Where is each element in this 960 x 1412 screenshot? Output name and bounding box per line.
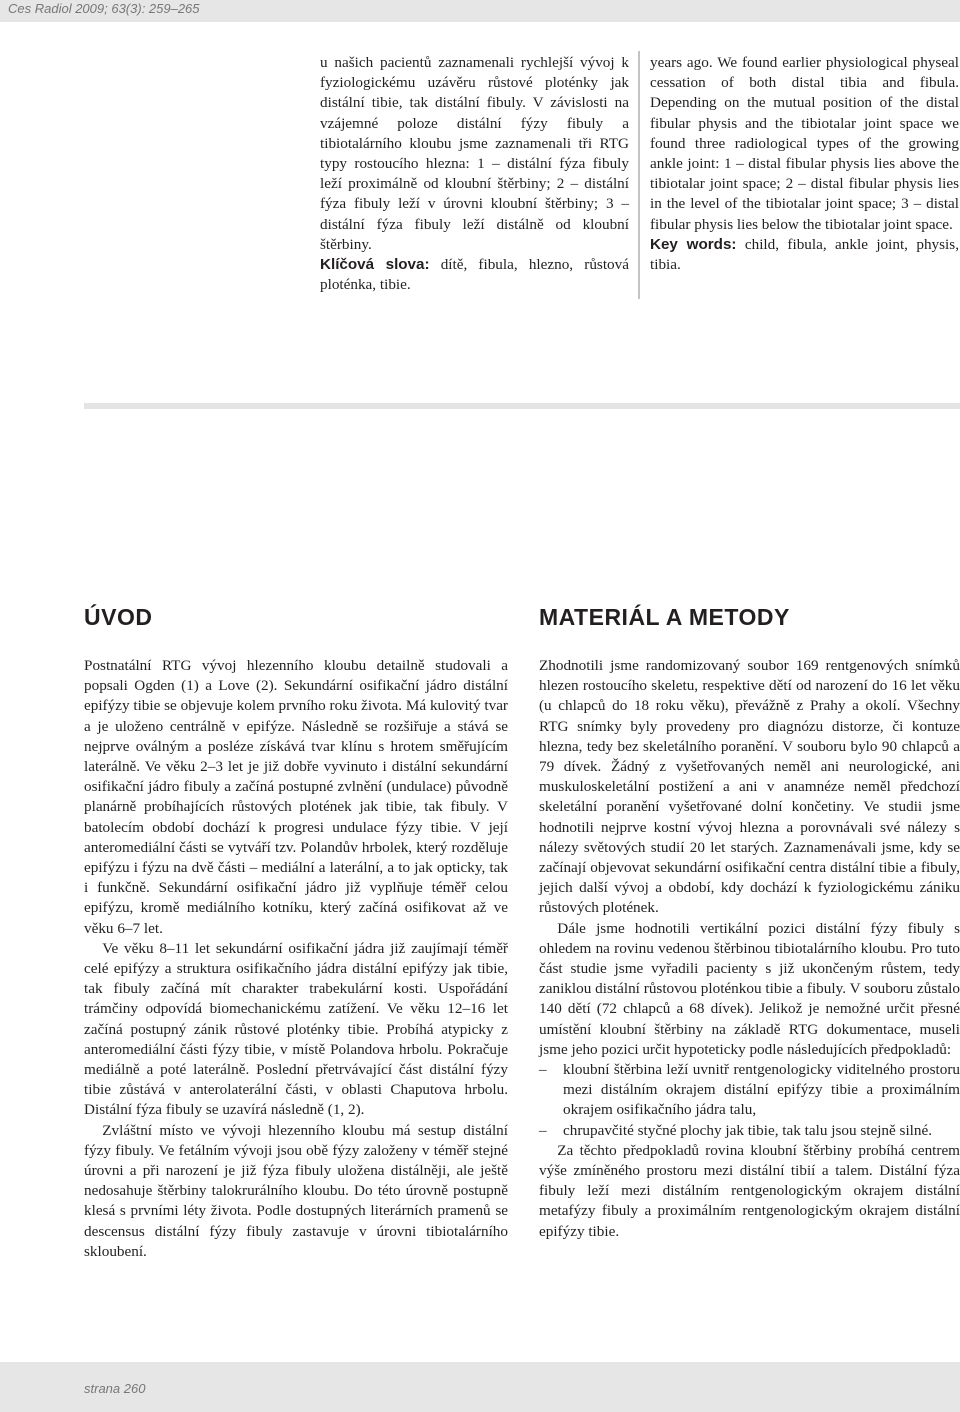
list-item-text: kloubní štěrbina leží uvnitř rentgenologicky viditelného prostoru mezi distálním okrajem distální epifýzy tibie a proximálním okrajem osifikačního jádra talu, — [563, 1061, 960, 1119]
metody-body — [539, 656, 960, 1242]
page-number: strana 260 — [84, 1381, 146, 1396]
abstract-czech-text: u našich pacientů zaznamenali rychlejší vývoj k fyziologickému uzávěru růstové ploténky jak distální tibie, tak distální fibuly. V závislosti na vzájemné poloze distální fýzy fibuly a tibiotalárního kloubu jsme zaznamenali tři RTG typy rostoucího hlezna: 1 – distální fýza fibuly leží proximálně od kloubní štěrbiny; 2 – distální fýza fibuly leží v úrovni kloubní štěrbiny; 3 – distální fýza fibuly leží distálně od kloubní štěrbiny. — [320, 54, 629, 253]
keywords-cz: dítě, fibula, hlezno, růstová ploténka, tibie. — [320, 256, 629, 294]
header-bar — [0, 0, 960, 22]
column-divider — [638, 51, 640, 299]
abstract-czech-keywords — [320, 255, 629, 295]
abstract-english — [650, 53, 959, 275]
assumptions-list — [539, 1060, 960, 1141]
keywords-label-cz: Klíčová slova: — [320, 256, 430, 274]
section-separator — [84, 403, 960, 409]
uvod-paragraph-2: Ve věku 8–11 let sekundární osifikační jádra již zaujímají téměř celé epifýzy a struktura osifikačního jádra distální epifýzy jak tibie, tak fibuly začíná mít charakter trabekulární kosti. Uspořádání trámčiny odpovídá biomechanickému zatížení. Ve věku 12–16 let začíná postupný zánik růstové ploténky tibie. Probíhá atypicky z anteromediální části fýzy tibie, v místě Polandova hrbolu. Pokračuje mediálně a poté laterálně. Poslední přetrvávající část distální fýzy tibie zůstává v anterolaterální části, v oblasti Chaputova hrbolu. Distální fýza fibuly se uzavírá následně (1, 2). — [84, 939, 508, 1119]
abstract-czech — [320, 53, 629, 295]
section-title-metody: MATERIÁL A METODY — [539, 604, 790, 630]
abstract-english-text: years ago. We found earlier physiological physeal cessation of both distal tibia and fibula. Depending on the mutual position of the distal fibular physis and the tibiotalar joint space we found three radiological types of the growing ankle joint: 1 – distal fibular physis lies above the tibiotalar joint space; 2 – distal fibular physis lies in the level of the tibiotalar joint space; 3 – distal fibular physis lies below the tibiotalar joint space. — [650, 54, 959, 233]
uvod-paragraph-3: Zvláštní místo ve vývoji hlezenního kloubu má sestup distální fýzy fibuly. Ve fetálním vývoji jsou obě fýzy založeny v téměř stejné úrovni a při narození je již fýza fibuly uložena distálněji, ale ještě nedosahuje štěrbiny talokrurálního kloubu. Do této úrovně postupně klesá s prvními léty života. Podle dostupných literárních pramenů se descensus distální fýzy fibuly zastavuje v úrovni tibiotalárního skloubení. — [84, 1121, 508, 1260]
journal-reference: Ces Radiol 2009; 63(3): 259–265 — [8, 1, 200, 16]
section-title-uvod: ÚVOD — [84, 604, 153, 630]
keywords-en: child, fibula, ankle joint, physis, tibia. — [650, 235, 959, 274]
uvod-body — [84, 656, 508, 1262]
list-item-text: chrupavčité styčné plochy jak tibie, tak talu jsou stejně silné. — [563, 1121, 933, 1139]
abstract-english-keywords — [650, 235, 959, 275]
metody-paragraph-3: Za těchto předpokladů rovina kloubní štěrbiny probíhá centrem výše zmíněného prostoru mezi distální tibií a talem. Distální fýza fibuly leží mezi distálním rentgenologickým okrajem distální metafýzy fibuly a proximálním rentgenologickým okrajem distální epifýzy tibie. — [539, 1141, 960, 1240]
metody-paragraph-2: Dále jsme hodnotili vertikální pozici distální fýzy fibuly s ohledem na rovinu vedenou štěrbinou tibiotalárního kloubu. Pro tuto část studie jsme vyřadili pacienty s již ukončeným růstem, tedy zaniklou distální růstovou ploténkou tibie a fibuly. V souboru zůstalo 140 dětí (72 chlapců a 68 dívek). Jelikož je nemožné určit přesné umístění kloubní štěrbiny na základě RTG dokumentace, museli jsme jeho pozici určit hypoteticky podle následujících předpokladů: — [539, 919, 960, 1058]
list-item — [539, 1060, 960, 1121]
list-dash: – — [539, 1121, 547, 1139]
list-item — [539, 1121, 960, 1141]
keywords-label-en: Key words: — [650, 235, 737, 253]
uvod-paragraph-1: Postnatální RTG vývoj hlezenního kloubu detailně studovali a popsali Ogden (1) a Love (2). Sekundární osifikační jádro distální epifýzy tibie se objevuje kolem prvního roku života. Má kulovitý tvar a je uloženo centrálně v epifýze. Následně se rozšiřuje a stává se nejprve oválným a posléze získává tvar klínu s hrotem směřujícím laterálně. Ve věku 2–3 let je již dobře vyvinuto i distální sekundární osifikační jádro fibuly a začíná postupné zvlnění (undulace) původně planárně probíhajících růstových plotének jak tibie, tak fibuly. V batolecím období dochází k progresi undulace fýzy tibie. V její anteromediální části se vytváří tzv. Polandův hrbolek, který rozděluje epifýzu i fýzu na dvě části – mediální a laterální, a to jak opticky, tak i funkčně. Sekundární osifikační jádro již vyplňuje téměř celou epifýzu, kromě mediálního kotníku, který začíná osifikovat až ve věku 6–7 let. — [84, 657, 508, 937]
metody-paragraph-1: Zhodnotili jsme randomizovaný soubor 169 rentgenových snímků hlezen rostoucího skeletu, respektive dětí od narození do 16 let věku (u chlapců do 18 roku věku), převážně z Prahy a okolí. Všechny RTG snímky byly provedeny pro diagnózu distorze, či kontuze hlezna, tedy bez skeletálního poranění. V souboru bylo 90 chlapců a 79 dívek. Žádný z vyšetřovaných neměl ani neurologické, ani muskuloskeletální postižení a ani v anamnéze neměl předchozí skeletální poranění vyšetřované dolní končetiny. Ve studii jsme hodnotili nejprve kostní vývoj hlezna a porovnávali své nálezy s nálezy světových studií 20 let starých. Zaznamenávali jsme, kdy se začínají objevovat sekundární osifikační centra distální tibie a fibuly, jejich další vývoj a období, kdy dochází k fyziologickému zániku růstových plotének. — [539, 657, 960, 917]
list-dash: – — [539, 1061, 547, 1079]
